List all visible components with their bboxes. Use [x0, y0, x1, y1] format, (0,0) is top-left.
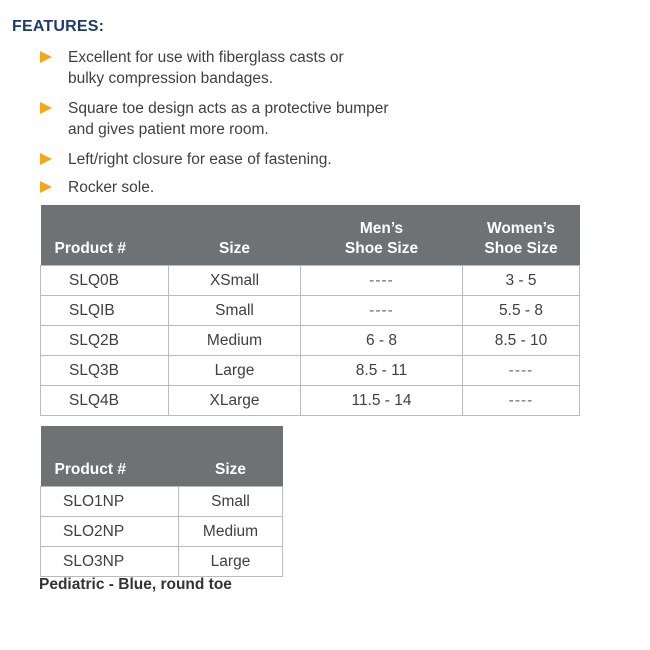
- cell-mens: 6 - 8: [301, 326, 463, 356]
- header-mens-line2: Shoe Size: [344, 240, 419, 257]
- feature-item: [38, 149, 508, 170]
- header-product: Product #: [41, 205, 169, 266]
- table-row: [41, 517, 283, 547]
- table-header-row: [41, 426, 283, 487]
- feature-text-line: Rocker sole.: [68, 179, 155, 196]
- features-list: [38, 47, 508, 205]
- cell-size: Medium: [169, 326, 301, 356]
- cell-size: Small: [169, 296, 301, 326]
- cell-size: XLarge: [169, 386, 301, 416]
- feature-item: [38, 177, 508, 198]
- header-mens-line1: Men’s: [359, 220, 404, 237]
- cell-mens: 8.5 - 11: [301, 356, 463, 386]
- header-womens-shoe-size: [463, 205, 580, 266]
- triangle-bullet-icon: [40, 51, 52, 63]
- features-heading: FEATURES:: [12, 18, 105, 35]
- cell-product: SLQ3B: [41, 356, 169, 386]
- cell-product: SLQ2B: [41, 326, 169, 356]
- pediatric-caption: Pediatric - Blue, round toe: [39, 576, 232, 593]
- cell-size: Medium: [179, 517, 283, 547]
- cell-womens: ----: [463, 386, 580, 416]
- cell-mens: ----: [301, 296, 463, 326]
- cell-product: SLO1NP: [41, 487, 179, 517]
- table-row: [41, 356, 580, 386]
- table-row: [41, 547, 283, 577]
- cell-mens: 11.5 - 14: [301, 386, 463, 416]
- cell-product: SLO3NP: [41, 547, 179, 577]
- pediatric-size-table: [40, 426, 283, 577]
- cell-product: SLQ4B: [41, 386, 169, 416]
- cell-size: Small: [179, 487, 283, 517]
- cell-product: SLQIB: [41, 296, 169, 326]
- feature-text-line: Left/right closure for ease of fastening.: [68, 151, 332, 168]
- header-size: Size: [169, 205, 301, 266]
- triangle-bullet-icon: [40, 181, 52, 193]
- table-row: [41, 296, 580, 326]
- cell-womens: ----: [463, 356, 580, 386]
- cell-product: SLO2NP: [41, 517, 179, 547]
- cell-size: Large: [169, 356, 301, 386]
- feature-text-line: and gives patient more room.: [68, 121, 269, 138]
- header-mens-shoe-size: [301, 205, 463, 266]
- table-row: [41, 266, 580, 296]
- feature-item: [38, 47, 508, 89]
- table-row: [41, 326, 580, 356]
- feature-text-line: bulky compression bandages.: [68, 70, 274, 87]
- header-womens-line1: Women’s: [486, 220, 556, 237]
- header-product: Product #: [41, 426, 179, 487]
- feature-text-line: Square toe design acts as a protective bumper: [68, 100, 389, 117]
- cell-womens: 3 - 5: [463, 266, 580, 296]
- cell-size: Large: [179, 547, 283, 577]
- table-row: [41, 386, 580, 416]
- cell-size: XSmall: [169, 266, 301, 296]
- header-womens-line2: Shoe Size: [484, 240, 558, 257]
- cell-mens: ----: [301, 266, 463, 296]
- triangle-bullet-icon: [40, 153, 52, 165]
- header-size: Size: [179, 426, 283, 487]
- cell-womens: 5.5 - 8: [463, 296, 580, 326]
- triangle-bullet-icon: [40, 102, 52, 114]
- feature-item: [38, 98, 508, 140]
- table-header-row: [41, 205, 580, 266]
- table-row: [41, 487, 283, 517]
- adult-size-table: [40, 205, 580, 416]
- cell-product: SLQ0B: [41, 266, 169, 296]
- cell-womens: 8.5 - 10: [463, 326, 580, 356]
- feature-text-line: Excellent for use with fiberglass casts or: [68, 49, 344, 66]
